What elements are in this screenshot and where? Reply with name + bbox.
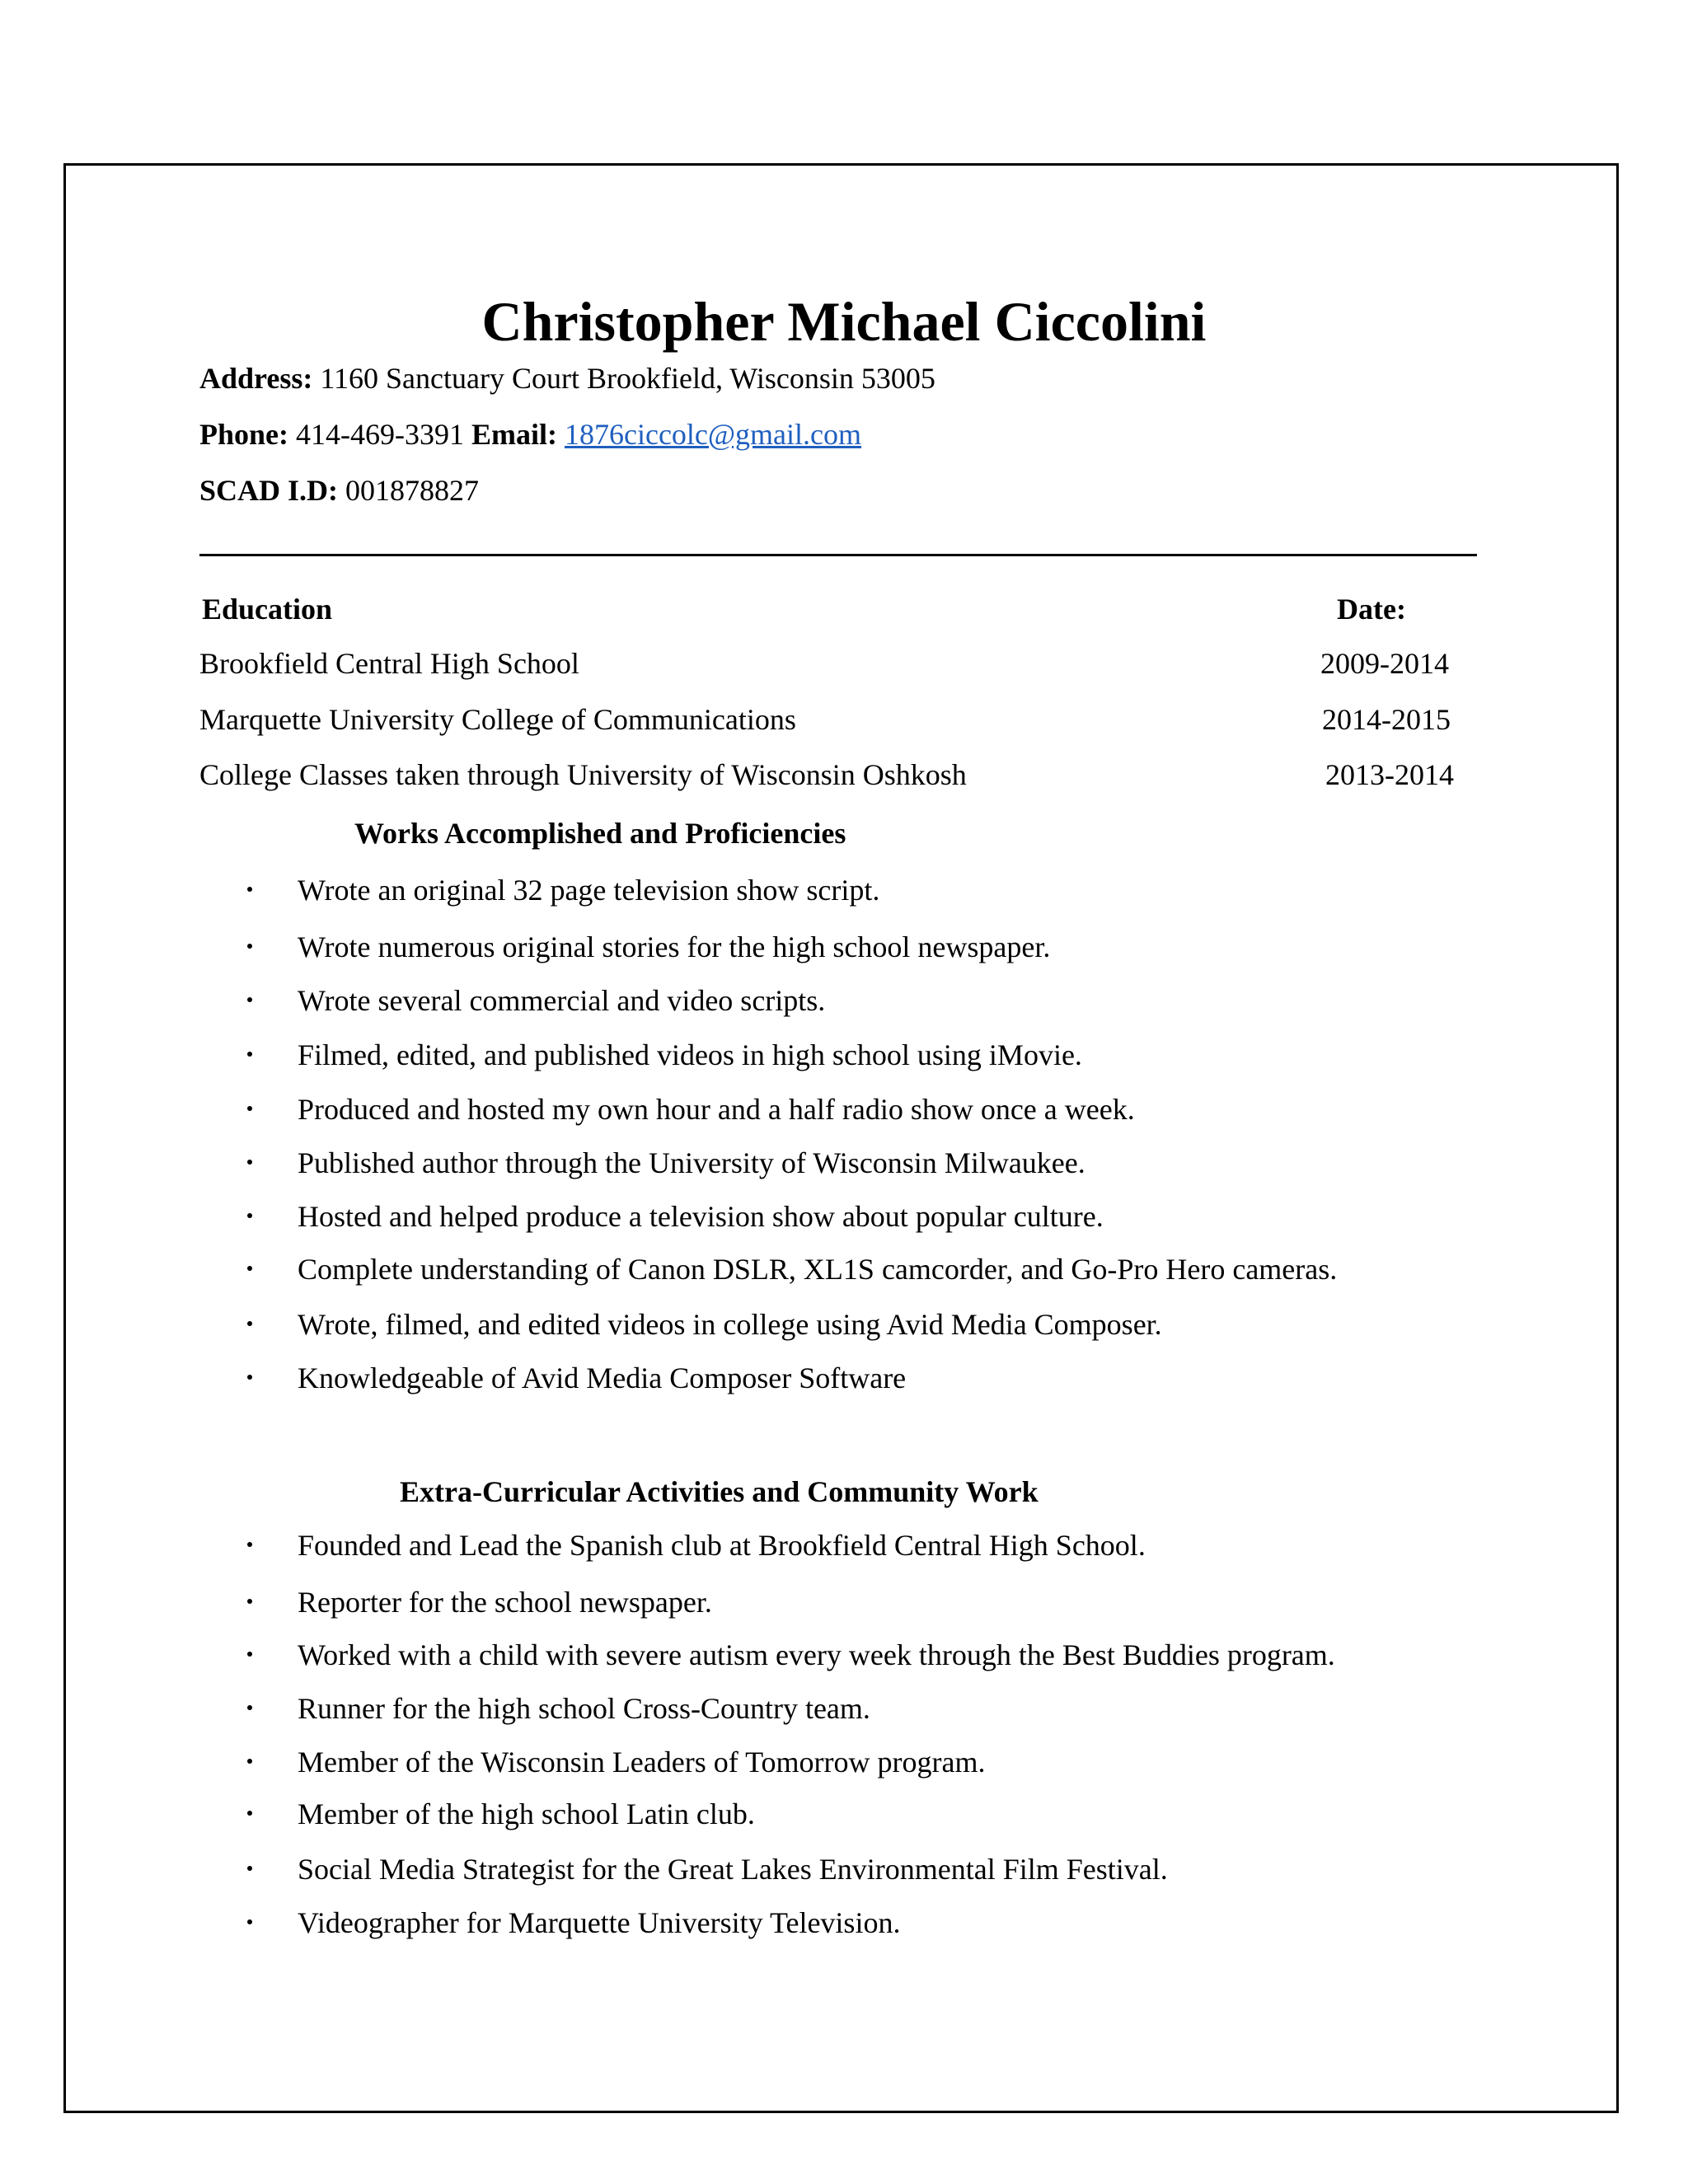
address-label: Address: bbox=[199, 362, 313, 395]
education-years: 2014-2015 bbox=[1322, 703, 1451, 736]
phone-value: 414-469-3391 bbox=[296, 418, 464, 451]
scad-id-line bbox=[199, 476, 479, 505]
bullet-icon bbox=[247, 1321, 252, 1326]
bullet-icon bbox=[247, 997, 252, 1002]
bullet-icon bbox=[247, 1705, 252, 1710]
works-heading: Works Accomplished and Proficiencies bbox=[354, 817, 846, 850]
education-school: College Classes taken through University of Wisconsin Oshkosh bbox=[199, 758, 967, 791]
bullet-icon bbox=[247, 1759, 252, 1764]
address-value: 1160 Sanctuary Court Brookfield, Wisconsin 53005 bbox=[320, 362, 935, 395]
bullet-icon bbox=[247, 1266, 252, 1271]
bullet-icon bbox=[247, 1052, 252, 1057]
education-years: 2013-2014 bbox=[1325, 758, 1454, 791]
bullet-icon bbox=[247, 1811, 252, 1816]
email-link[interactable]: 1876ciccolc@gmail.com bbox=[564, 418, 862, 451]
section-divider bbox=[199, 554, 1477, 556]
bullet-icon bbox=[247, 944, 252, 949]
bullet-icon bbox=[247, 1160, 252, 1165]
scad-value: 001878827 bbox=[345, 474, 480, 507]
bullet-icon bbox=[247, 1652, 252, 1657]
scad-label: SCAD I.D: bbox=[199, 474, 339, 507]
phone-email-line bbox=[199, 419, 861, 449]
email-label: Email: bbox=[471, 418, 557, 451]
bullet-icon bbox=[247, 887, 252, 892]
bullet-icon bbox=[247, 1106, 252, 1111]
bullet-icon bbox=[247, 1866, 252, 1871]
bullet-icon bbox=[247, 1375, 252, 1380]
activities-heading: Extra-Curricular Activities and Community Work bbox=[400, 1475, 1039, 1508]
bullet-icon bbox=[247, 1919, 252, 1924]
education-school: Marquette University College of Communications bbox=[199, 703, 796, 736]
education-years: 2009-2014 bbox=[1320, 647, 1449, 680]
education-school: Brookfield Central High School bbox=[199, 647, 579, 680]
education-heading: Education bbox=[202, 593, 333, 626]
date-heading: Date: bbox=[1337, 593, 1406, 626]
bullet-icon bbox=[247, 1542, 252, 1547]
phone-label: Phone: bbox=[199, 418, 288, 451]
bullet-icon bbox=[247, 1599, 252, 1604]
bullet-icon bbox=[247, 1213, 252, 1218]
address-line bbox=[199, 363, 935, 393]
resume-name: Christopher Michael Ciccolini bbox=[481, 290, 1207, 353]
